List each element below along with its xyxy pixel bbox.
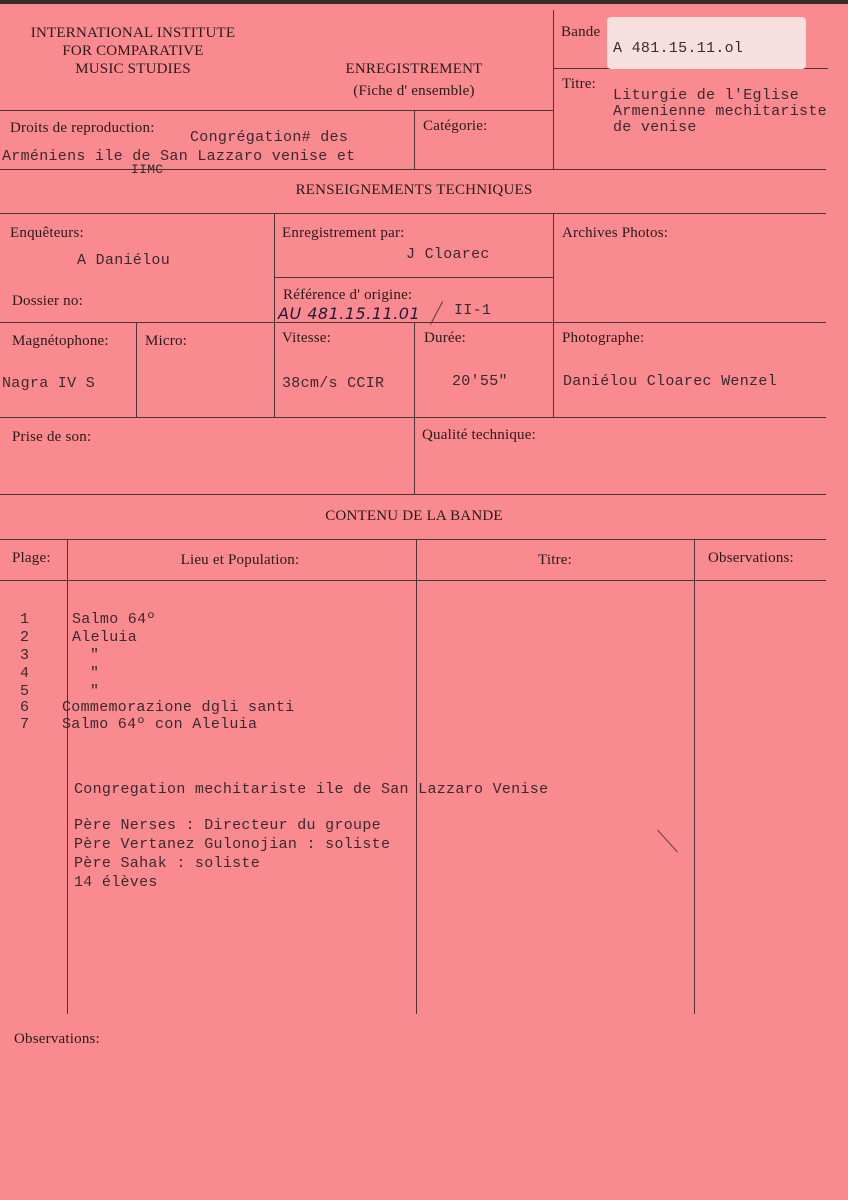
section-tech-title: RENSEIGNEMENTS TECHNIQUES xyxy=(295,182,533,198)
table-row-num: 3 xyxy=(20,647,30,664)
note-line: Congregation mechitariste ile de San Lazzaro Venise xyxy=(74,781,549,798)
rule-table-header xyxy=(0,580,826,581)
categorie-label: Catégorie: xyxy=(423,118,488,134)
rule-duree-left xyxy=(414,322,415,417)
table-row-num: 2 xyxy=(20,629,30,646)
form-subtitle: (Fiche d' ensemble) xyxy=(353,83,475,99)
institute-name-line2: FOR COMPARATIVE xyxy=(62,43,204,59)
droits-line1: Congrégation# des xyxy=(190,129,349,146)
table-header-plage: Plage: xyxy=(12,550,51,566)
titre-label: Titre: xyxy=(562,76,596,92)
note-line: Père Vertanez Gulonojian : soliste xyxy=(74,836,391,853)
table-row-num: 5 xyxy=(20,683,30,700)
note-line: 14 élèves xyxy=(74,874,158,891)
duree-label: Durée: xyxy=(424,330,467,346)
droits-line3: IIMC xyxy=(131,162,164,177)
titre-line3: de venise xyxy=(613,119,697,136)
enregistrement-par-value: J Cloarec xyxy=(406,246,490,263)
bande-label: Bande xyxy=(561,24,601,40)
note-line: Père Sahak : soliste xyxy=(74,855,261,872)
rule-tech-section xyxy=(0,213,826,214)
table-header-lieu: Lieu et Population: xyxy=(180,552,300,568)
rule-micro-left xyxy=(136,322,137,417)
magnetophone-value: Nagra IV S xyxy=(2,375,96,392)
table-row-num: 7 xyxy=(20,716,30,733)
pen-mark xyxy=(657,830,678,853)
note-line: Père Nerses : Directeur du groupe xyxy=(74,817,381,834)
titre-line2: Armenienne mechitariste xyxy=(613,103,827,120)
table-row-text: Salmo 64º xyxy=(72,611,156,628)
prise-de-son-label: Prise de son: xyxy=(12,429,92,445)
table-row-text: Commemorazione dgli santi xyxy=(62,699,295,716)
rule-enreg-left xyxy=(274,213,275,417)
table-header-titre: Titre: xyxy=(538,552,572,568)
dossier-label: Dossier no: xyxy=(12,293,83,309)
institute-name-line1: INTERNATIONAL INSTITUTE xyxy=(30,25,236,41)
reference-typed: II-1 xyxy=(454,302,492,319)
rule-contenu-section xyxy=(0,539,826,540)
rule-col-lieu xyxy=(67,539,68,1014)
magnetophone-label: Magnétophone: xyxy=(12,333,109,349)
rule-col-obs xyxy=(694,539,695,1014)
micro-label: Micro: xyxy=(145,333,188,349)
table-row-text: " xyxy=(90,665,100,682)
enqueteurs-value: A Daniélou xyxy=(77,252,171,269)
form-title: ENREGISTREMENT xyxy=(345,61,483,77)
bande-value: A 481.15.11.ol xyxy=(613,40,744,57)
reference-handwritten: AU 481.15.11.01 xyxy=(278,304,421,323)
vitesse-label: Vitesse: xyxy=(282,330,332,346)
vitesse-value: 38cm/s CCIR xyxy=(282,375,385,392)
table-row-num: 1 xyxy=(20,611,30,628)
table-row-num: 4 xyxy=(20,665,30,682)
rule-categorie-left xyxy=(414,110,415,169)
institute-name-line3: MUSIC STUDIES xyxy=(75,61,191,77)
duree-value: 20'55" xyxy=(452,373,508,390)
archives-photos-label: Archives Photos: xyxy=(562,225,669,241)
rule-archives-left xyxy=(553,213,554,417)
rule-prise-bottom xyxy=(0,494,826,495)
rule-col-titre xyxy=(416,539,417,1014)
rule-enreg-bottom xyxy=(274,277,554,278)
observations-footer-label: Observations: xyxy=(14,1031,100,1047)
table-row-num: 6 xyxy=(20,699,30,716)
table-row-text: Aleluia xyxy=(72,629,138,646)
titre-line1: Liturgie de l'Eglise xyxy=(613,87,800,104)
rule-header-bottom xyxy=(0,110,553,111)
table-row-text: Salmo 64º con Aleluia xyxy=(62,716,258,733)
photographe-value: Daniélou Cloarec Wenzel xyxy=(563,373,777,390)
table-header-observations: Observations: xyxy=(708,550,794,566)
rule-qualite-left xyxy=(414,417,415,494)
reference-label: Référence d' origine: xyxy=(283,287,413,303)
enqueteurs-label: Enquêteurs: xyxy=(10,225,84,241)
qualite-label: Qualité technique: xyxy=(422,427,536,443)
droits-line2: Arméniens ile de San Lazzaro venise et xyxy=(2,148,356,165)
table-row-text: " xyxy=(90,683,100,700)
table-row-text: " xyxy=(90,647,100,664)
photographe-label: Photographe: xyxy=(562,330,645,346)
section-contenu-title: CONTENU DE LA BANDE xyxy=(325,508,503,524)
droits-label: Droits de reproduction: xyxy=(10,120,155,136)
rule-droits-bottom xyxy=(0,169,826,170)
rule-magneto-bottom xyxy=(0,417,826,418)
rule-bande-left xyxy=(553,10,554,169)
enregistrement-par-label: Enregistrement par: xyxy=(282,225,405,241)
card-top-edge xyxy=(0,0,848,4)
